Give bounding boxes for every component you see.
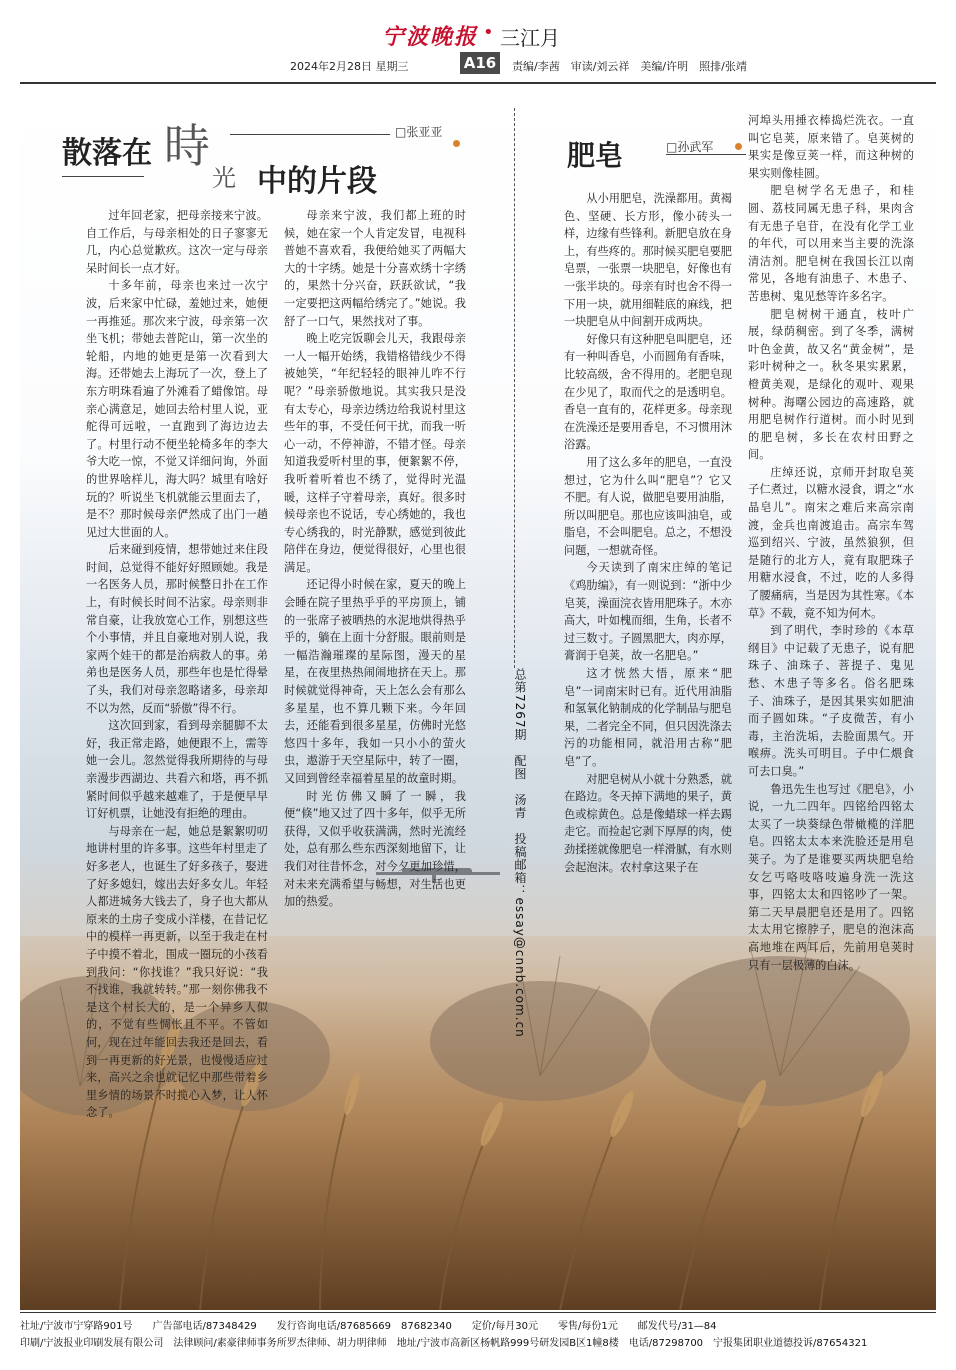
paragraph: 今天读到了南宋庄绰的笔记《鸡肋编》，有一则说到：“浙中少皂荚，澡面浣衣皆用肥珠子。木亦高大，叶如槐而细，生角，长者不过三数寸。子圆黑肥大，肉亦厚，膏润于皂荚，故一名肥皂。”	[564, 561, 733, 663]
paragraph: 用了这么多年的肥皂，一直没想过，它为什么叫“肥皂”？它又不肥。有人说，做肥皂要用油脂，所以叫肥皂。那也应该叫油皂，或脂皂，不会叫肥皂。总之，不想没问题，一想就奇怪。	[564, 455, 732, 557]
title-part-a: 散落在	[62, 136, 152, 171]
article2-column-2	[748, 112, 914, 974]
article1-author: □张亚亚	[395, 125, 443, 139]
orange-dot-icon	[453, 140, 460, 147]
article2-author: □孙武军	[666, 140, 714, 154]
issue-info-vertical: 总第7267期 配图 汤青 投稿邮箱：essay@cnnb.com.cn	[513, 668, 527, 1038]
paragraph: 晚上吃完饭聊会儿天，我跟母亲一人一幅开始绣，我错格错线少不得被她笑，“年纪轻轻的眼神儿咋不行呢？”母亲骄傲地说。其实我只是没有太专心，母亲边绣边给我说村里这些年的事，不受任何干扰，而我一听心一动，不停神游，不错才怪。母亲知道我爱听村里的事，便絮絮不停，我听着听着也不绣了，觉得时光温暖，这样子守着母亲，真好。很多时候母亲也不说话，专心绣她的，我也专心绣我的，时光静默，感觉到彼此陪伴在身边，便觉得很好，心里也很满足。	[284, 332, 466, 574]
paragraph-continued: 河埠头用捶衣棒捣烂洗衣。一直叫它皂荚，原来错了。皂荚树的果实是像豆荚一样，而这种树的果实则像桂圆。	[748, 114, 914, 180]
paragraph: 这次回到家，看到母亲腿脚不太好，我正常走路，她便跟不上，需等她一会儿。忽然觉得我所期待的与母亲漫步西湖边、共看六和塔，再不抓紧时间似乎越来越难了，于是便早早订好机票，让她没有拒绝的理由。	[86, 719, 268, 821]
title-part-d: 中的片段	[257, 164, 377, 199]
logo-separator-dot: •	[483, 22, 494, 43]
paragraph: 庄绰还说，京师开封取皂荚子仁煮过，以糖水浸食，谓之“水晶皂儿”。南宋之难后来高宗南渡，金兵也南渡追击。高宗车驾巡到绍兴、宁波，虽然狼狈，但是随行的北方人，竟有取肥珠子用糖水浸食，不过，吃的人多得了腰痛病，当是因为其性寒。《本草》不载，竟不知为何木。	[748, 465, 914, 620]
footer	[20, 1318, 936, 1352]
article1-column-2	[284, 207, 466, 911]
paragraph: 这才恍然大悟，原来“肥皂”一词南宋时已有。近代用油脂和氢氧化钠制成的化学制品与肥皂果，二者完全不同，但只因洗涤去污的功能相同，就沿用古称“肥皂”了。	[564, 667, 732, 768]
title-part-b: 時	[164, 119, 210, 173]
paragraph: 过年回老家，把母亲接来宁波。自工作后，与母亲相处的日子寥寥无几，内心总觉歉疚。这次一定与母亲呆时间长一点才好。	[86, 209, 268, 275]
section-name: 三江月	[500, 26, 560, 50]
title-rule	[666, 154, 746, 155]
article2-title: 肥皂	[567, 139, 624, 172]
date: 2024年2月28日	[290, 60, 372, 73]
paragraph: 从小用肥皂，洗澡都用。黄褐色、坚硬、长方形，像小砖头一样，边缘有些锋利。新肥皂放在身上，有些疼的。那时候买肥皂要肥皂票，一张票一块肥皂，好像也有一张半块的。母亲有时也舍不得一下用一块，就用细鞋底的麻线，把一块肥皂从中间割开成两块。	[564, 192, 732, 329]
newspaper-logo: 宁波晚报	[382, 24, 479, 50]
weekday: 星期三	[375, 60, 409, 73]
article2-column-1	[564, 190, 732, 876]
paragraph: 后来碰到疫情，想带她过来住段时间，总觉得不能好好照顾她。我是一名医务人员，那时候整日扑在工作上，有时候长时间不沾家。母亲则非常自豪，让我放宽心工作，别想这些个小事情，并且自豪地对别人说，我家两个娃干的都是治病救人的事。弟弟也是医务人员，那些年也是忙得晕了头，我们对母亲忽略诸多，母亲却不以为然，反而“骄傲”得不行。	[86, 543, 268, 715]
dateline	[290, 58, 409, 74]
paragraph: 还记得小时候在家，夏天的晚上会睡在院子里热乎乎的平房顶上，铺的一张席子被晒热的水泥地烘得热乎乎的，躺在上面十分舒服。眼前则是一幅浩瀚璀璨的星际图，漫天的星星，在夜里热热闹闹地挤在天上。那时候就觉得神奇，天上怎么会有那么多星星，也不算几颗下来。今年回去，还能看到很多星星，仿佛时光悠悠四十多年，我如一只小小的萤火虫，遨游于天空星际中，转了一圈，又回到曾经幸福着星星的故童时期。	[284, 578, 466, 785]
footer-line-1: 社址/宁波市宁穿路901号 广告部电话/87348429 发行咨询电话/87685669 87682340 定价/每月30元 零售/每份1元 邮发代号/31—84	[20, 1321, 717, 1332]
paragraph: 到了明代，李时珍的《本草纲目》中记载了无患子，说有肥珠子、油珠子、菩提子、鬼见愁、木患子等多名。俗名肥珠子、油珠子，是因其果实如肥油而子圆如珠。“子皮微苦，有小毒，主治洗垢，去脸面黑气。开喉痹。洗头可明目。子中仁煨食可去口臭。”	[748, 624, 914, 778]
paragraph: 肥皂树学名无患子，和桂圆、荔枝同属无患子科，果肉含有无患子皂苷，在没有化学工业的年代，可以用来当主要的洗涤清洁剂。肥皂树在我国长江以南常见，各地有油患子、木患子、苦患树、鬼见愁等许多名字。	[748, 184, 914, 303]
paragraph: 好像只有这种肥皂叫肥皂，还有一种叫香皂，小而圆角有香味，比较高级，舍不得用的。老肥皂现在少见了，取而代之的是透明皂。香皂一直有的，花样更多。母亲现在洗澡还是要用香皂，不习惯用沐浴露。	[564, 332, 732, 452]
masthead-rule	[20, 82, 936, 84]
editor-credits: 责编/李茜 审读/刘云祥 美编/许明 照排/张靖	[512, 60, 747, 73]
column-divider	[514, 108, 515, 668]
paragraph: 时光仿佛又瞬了一瞬，我便“倏”地又过了四十多年，似乎无所获得，又似乎收获满满，然时光流经处，总有那么些东西深刻地留下，让我们对往昔怀念，对今夕更加珍惜，对未来充满希望与畅想，对生活也更加的热爱。	[284, 789, 466, 909]
paragraph: 与母亲在一起，她总是絮絮叨叨地讲村里的许多事。这些年村里走了好多老人，也诞生了好多孩子，娶进了好多媳妇，嫁出去好多女儿。年轻人都进城务大钱去了，身子也大都从原来的土房子变成小洋楼，在昔记忆中的模样一再更新，以至于我走在村子中摸不着北，围成一圈玩的小孩看到我问：“你找谁？”我只好说：“我不找谁，我就转转。”那一刻你佛我不是这个村长大的，是一个异乡人似的，不觉有些惆怅且不平。不管如何，现在过年能回去我还是回去，看到一再更新的好光景，也慢慢适应过来，高兴之余也就记忆中那些带着乡里乡情的场景不时揽心入梦，让人怀念了。	[86, 824, 268, 1120]
paragraph: 母亲来宁波，我们都上班的时候，她在家一个人肯定发冒，电视科普她不喜欢看，我便给她买了两幅大大的十字绣。她是十分喜欢绣十字绣的，果然十分兴奋，跃跃欲试，“我一定要把这两幅给绣完了。”她说。我舒了一口气，果然找对了事。	[284, 209, 466, 328]
title-part-c: 光	[212, 164, 236, 192]
footer-line-2: 印刷/宁波报业印刷发展有限公司 法律顾问/素豪律师事务所罗杰律师、胡力明律师 地址/宁波市高新区杨帆路999号研发园B区1幢8楼 电话/87298700 宁报集团职业道德投诉/87654321	[20, 1338, 868, 1349]
footer-rule	[20, 1312, 936, 1313]
page-number-badge: A16	[460, 52, 500, 74]
article1-column-1	[86, 207, 268, 1122]
paragraph: 对肥皂树从小就十分熟悉，就在路边。冬天掉下满地的果子，黄色或棕黄色。总是像蜡球一样去踢走它。而捡起它剥下厚厚的肉，使劲揉搓就像肥皂一样滑腻，有水则会起泡沫。农村拿这果子在	[564, 772, 732, 874]
paragraph: 鲁迅先生也写过《肥皂》，小说，一九二四年。四铭给四铭太太买了一块葵绿色带橄榄的洋肥皂。四铭太太本来洗脸还是用皂荚子。为了是谁要买两块肥皂给女乞丐咯吱咯吱遍身洗一洗这事，四铭太太和四铭吵了一架。第二天早晨肥皂还是用了。四铭太太用它擦脖子，肥皂的泡沫高高地堆在两耳后，先前用皂荚时只有一层极薄的白沫。	[748, 782, 914, 972]
orange-dot-icon	[735, 143, 742, 150]
paragraph: 十多年前，母亲也来过一次宁波，后来家中忙碌，羞她过来，她便一再推延。那次来宁波，母亲第一次坐飞机；带她去普陀山，第一次坐的轮船，内地的她更是第一次看到大海。还带她去上海玩了一次，登上了东方明珠看遍了外滩看了蜡像馆。母亲心满意足，她回去给村里人说，亚舵得可远啦，一直跑到了海边边去了。村里行动不便坐轮椅多年的李大爷大吃一惊，不觉又详细问询，外面的世界啥样儿，海大吗？城里有啥好玩的？听说坐飞机就能云里面去了，是不？那时候母亲俨然成了出门一趟见过大世面的人。	[86, 279, 268, 539]
article1-title	[62, 118, 402, 198]
title-rule	[62, 176, 144, 177]
paragraph: 肥皂树树干通直，枝叶广展，绿荫稠密。到了冬季，满树叶色金黄，故又名“黄金树”，是彩叶树种之一。秋冬果实累累，橙黄美观，是绿化的观叶、观果树种。海曙公园边的高速路，就用肥皂树作行道树。而小时见到的肥皂树，多长在农村田野之间。	[748, 307, 914, 462]
title-rule	[230, 134, 390, 135]
masthead	[0, 0, 956, 100]
